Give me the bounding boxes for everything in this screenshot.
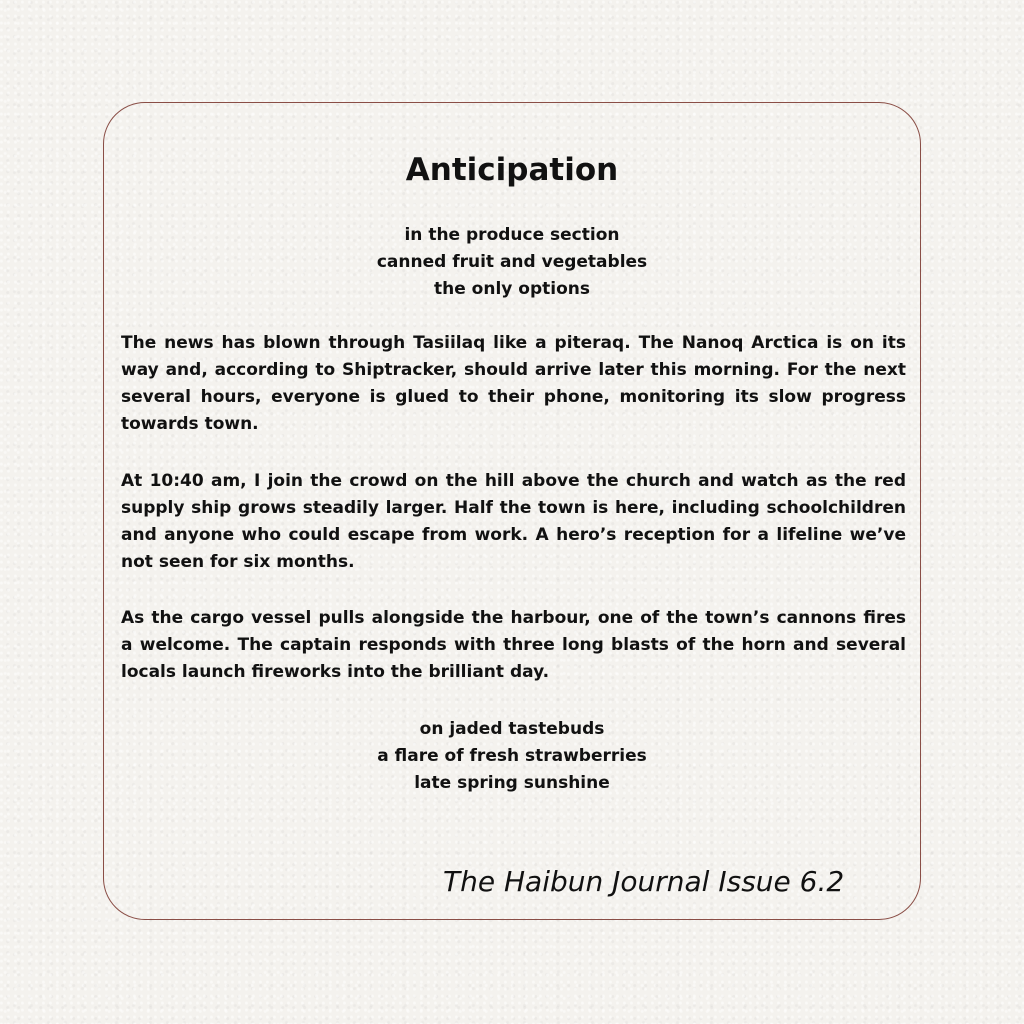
haiku-line: on jaded tastebuds: [419, 719, 605, 739]
haiku-line: canned fruit and vegetables: [376, 252, 648, 272]
journal-source: The Haibun Journal Issue 6.2: [443, 865, 845, 898]
closing-haiku: [0, 716, 1024, 797]
haiku-line: in the produce section: [404, 225, 620, 245]
prose-paragraph-1: The news has blown through Tasiilaq like a piteraq. The Nanoq Arctica is on its way and, according to Shiptracker, should arrive later this morning. For the next several hours, everyone is glued to their phone, monitoring its slow progress towards town.: [121, 333, 906, 434]
page-title: Anticipation: [405, 152, 619, 188]
prose-paragraph-2: At 10:40 am, I join the crowd on the hill above the church and watch as the red supply ship grows steadily larger. Half the town is here, including schoolchildren and anyone who could escape from work. A hero’s reception for a lifeline we’ve not seen for six months.: [121, 471, 906, 572]
opening-haiku: [0, 222, 1024, 303]
haiku-line: the only options: [434, 279, 590, 299]
haiku-line: late spring sunshine: [414, 773, 610, 793]
haiku-line: a flare of fresh strawberries: [377, 746, 647, 766]
prose-paragraph-3: As the cargo vessel pulls alongside the harbour, one of the town’s cannons fires a welcome. The captain responds with three long blasts of the horn and several locals launch fireworks into the brilliant day.: [121, 608, 906, 682]
